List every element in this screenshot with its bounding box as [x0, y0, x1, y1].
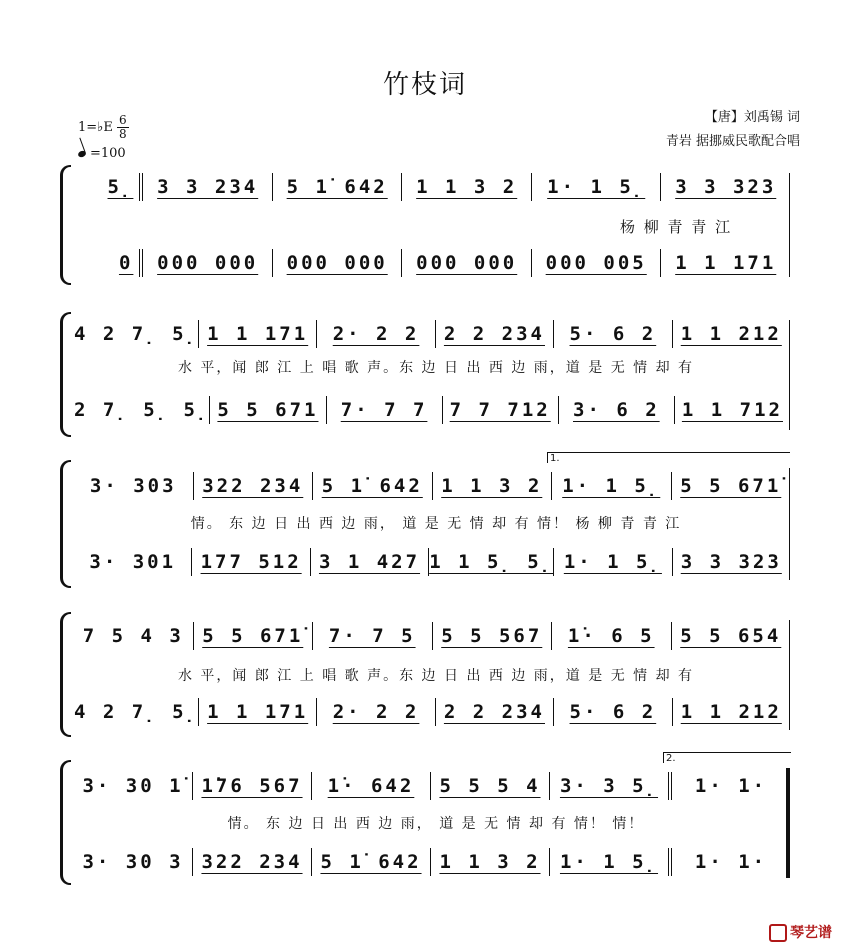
- measure: 322 234: [192, 848, 311, 876]
- measure: 7 7 712: [442, 396, 558, 424]
- lyrics-line: 水 平，闻 郎 江 上 唱 歌 声。东 边 日 出 西 边 雨，道 是 无 情 却 有: [177, 360, 695, 376]
- measure: 5 1̇ 642: [311, 848, 430, 876]
- score-system-3: [60, 453, 790, 588]
- voice-2-row: [60, 848, 790, 876]
- score-system-4: [60, 612, 790, 737]
- measure: 1· 1 5̣: [531, 173, 661, 201]
- pickup-measure: 5̣: [107, 176, 134, 198]
- measure: 5 5 5 4: [430, 772, 549, 800]
- measure: 5 1̇ 642: [312, 472, 432, 500]
- lyrics-line: 情。 东 边 日 出 西 边 雨， 道 是 无 情 却 有 情！ 情！: [227, 816, 645, 832]
- measure: 3 3 234: [139, 173, 272, 201]
- measure: 177 512: [191, 548, 309, 576]
- measure: 5 5 567: [432, 622, 552, 650]
- measure: 3 1 427: [310, 548, 428, 576]
- measure: 1̇· 6 5: [551, 622, 671, 650]
- voice-2-row: [60, 548, 790, 576]
- quarter-note-icon: [77, 150, 87, 158]
- measure: 3 3 323: [672, 548, 790, 576]
- measure: 1 1 5̣ 5̣: [428, 548, 553, 576]
- voice-2-row: [60, 249, 790, 277]
- voice-2-row: [60, 396, 790, 424]
- voice-2-row: [60, 698, 790, 726]
- voice-1-row: [60, 320, 790, 348]
- measure: 000 005: [531, 249, 661, 277]
- measure: 1 1 3 2: [432, 472, 552, 500]
- measure: 4 2 7̣ 5̣: [74, 323, 198, 345]
- measure: 5 5 654: [671, 622, 791, 650]
- lyrics-line: 情。 东 边 日 出 西 边 雨， 道 是 无 情 却 有 情！ 杨 柳 青 青 江: [190, 516, 682, 532]
- measure: 3· 301: [89, 551, 177, 573]
- measure: 3· 303: [89, 475, 177, 497]
- measure: 3 3 323: [660, 173, 790, 201]
- first-ending-bracket: 1.: [547, 452, 790, 463]
- measure: 7 5 4 3: [82, 625, 184, 647]
- qinyipu-logo-icon: [769, 924, 787, 942]
- measure: 1 1 171: [660, 249, 790, 277]
- page-title: 竹枝词: [382, 70, 467, 100]
- measure: 5· 6 2: [553, 698, 671, 726]
- measure: 1̇76 567: [192, 772, 311, 800]
- tempo-value: =100: [90, 146, 126, 161]
- measure: 2 2 234: [435, 320, 553, 348]
- measure: 1 1 3 2: [430, 848, 549, 876]
- measure: 5 5 671̇: [193, 622, 313, 650]
- measure: 2· 2 2: [316, 698, 434, 726]
- measure: 1 1 212: [672, 320, 790, 348]
- measure: 2 7̣ 5̣ 5̣: [74, 399, 210, 421]
- measure: 5 1̇ 642: [272, 173, 402, 201]
- pickup-measure: 0: [118, 252, 134, 274]
- voice-1-row: [60, 173, 790, 201]
- watermark: [769, 922, 832, 942]
- measure: 1 1 212: [672, 698, 790, 726]
- measure: 1 1 171: [198, 698, 316, 726]
- measure: 7· 7 7: [326, 396, 442, 424]
- measure: 1· 1 5̣: [549, 848, 668, 876]
- measure: 322 234: [193, 472, 313, 500]
- score-system-2: [60, 312, 790, 437]
- time-signature: [117, 114, 129, 141]
- time-numerator: 6: [118, 113, 127, 127]
- measure: 1̇· 642: [311, 772, 430, 800]
- tempo-mark: [78, 146, 126, 161]
- measure: 3· 30 3: [82, 851, 184, 873]
- score-system-1: [60, 165, 790, 285]
- measure: 5 5 671: [209, 396, 325, 424]
- measure: 3· 3 5̣: [549, 772, 668, 800]
- measure: 2· 2 2: [316, 320, 434, 348]
- key-prefix: 1=: [78, 120, 98, 135]
- lyricist-credit: 【唐】刘禹锡 词: [704, 110, 800, 125]
- measure: 2 2 234: [435, 698, 553, 726]
- voice-1-row: [60, 772, 790, 800]
- measure: 1 1 3 2: [401, 173, 531, 201]
- time-denominator: 8: [118, 127, 127, 141]
- key-signature: [78, 114, 129, 141]
- measure: 000 000: [139, 249, 272, 277]
- measure: 1· 1 5̣: [551, 472, 671, 500]
- measure: 5 5 671̇: [671, 472, 791, 500]
- measure: 1 1 712: [674, 396, 790, 424]
- flat-symbol: ♭: [97, 120, 104, 135]
- watermark-text: 琴艺谱: [790, 923, 832, 940]
- lyrics-line: 杨 柳 青 青 江: [620, 217, 733, 236]
- measure: 3· 30 1̇: [82, 775, 184, 797]
- measure: 5· 6 2: [553, 320, 671, 348]
- measure: 1· 1 5̣: [553, 548, 671, 576]
- measure: 1 1 171: [198, 320, 316, 348]
- score-system-5: [60, 753, 790, 885]
- measure: 4 2 7̣ 5̣: [74, 701, 198, 723]
- measure: 000 000: [272, 249, 402, 277]
- voice-1-row: [60, 472, 790, 500]
- measure: 000 000: [401, 249, 531, 277]
- voice-1-row: [60, 622, 790, 650]
- measure: 7· 7 5: [312, 622, 432, 650]
- arranger-credit: 青岩 据挪威民歌配合唱: [665, 134, 800, 149]
- lyrics-line: 水 平，闻 郎 江 上 唱 歌 声。东 边 日 出 西 边 雨，道 是 无 情 却 有: [177, 668, 695, 684]
- key-letter: E: [103, 120, 113, 135]
- measure: 3· 6 2: [558, 396, 674, 424]
- repeat-ending-measure: 1· 1·: [668, 848, 790, 876]
- second-ending-bracket: 2.: [663, 752, 791, 763]
- repeat-ending-measure: 1· 1·: [668, 772, 790, 800]
